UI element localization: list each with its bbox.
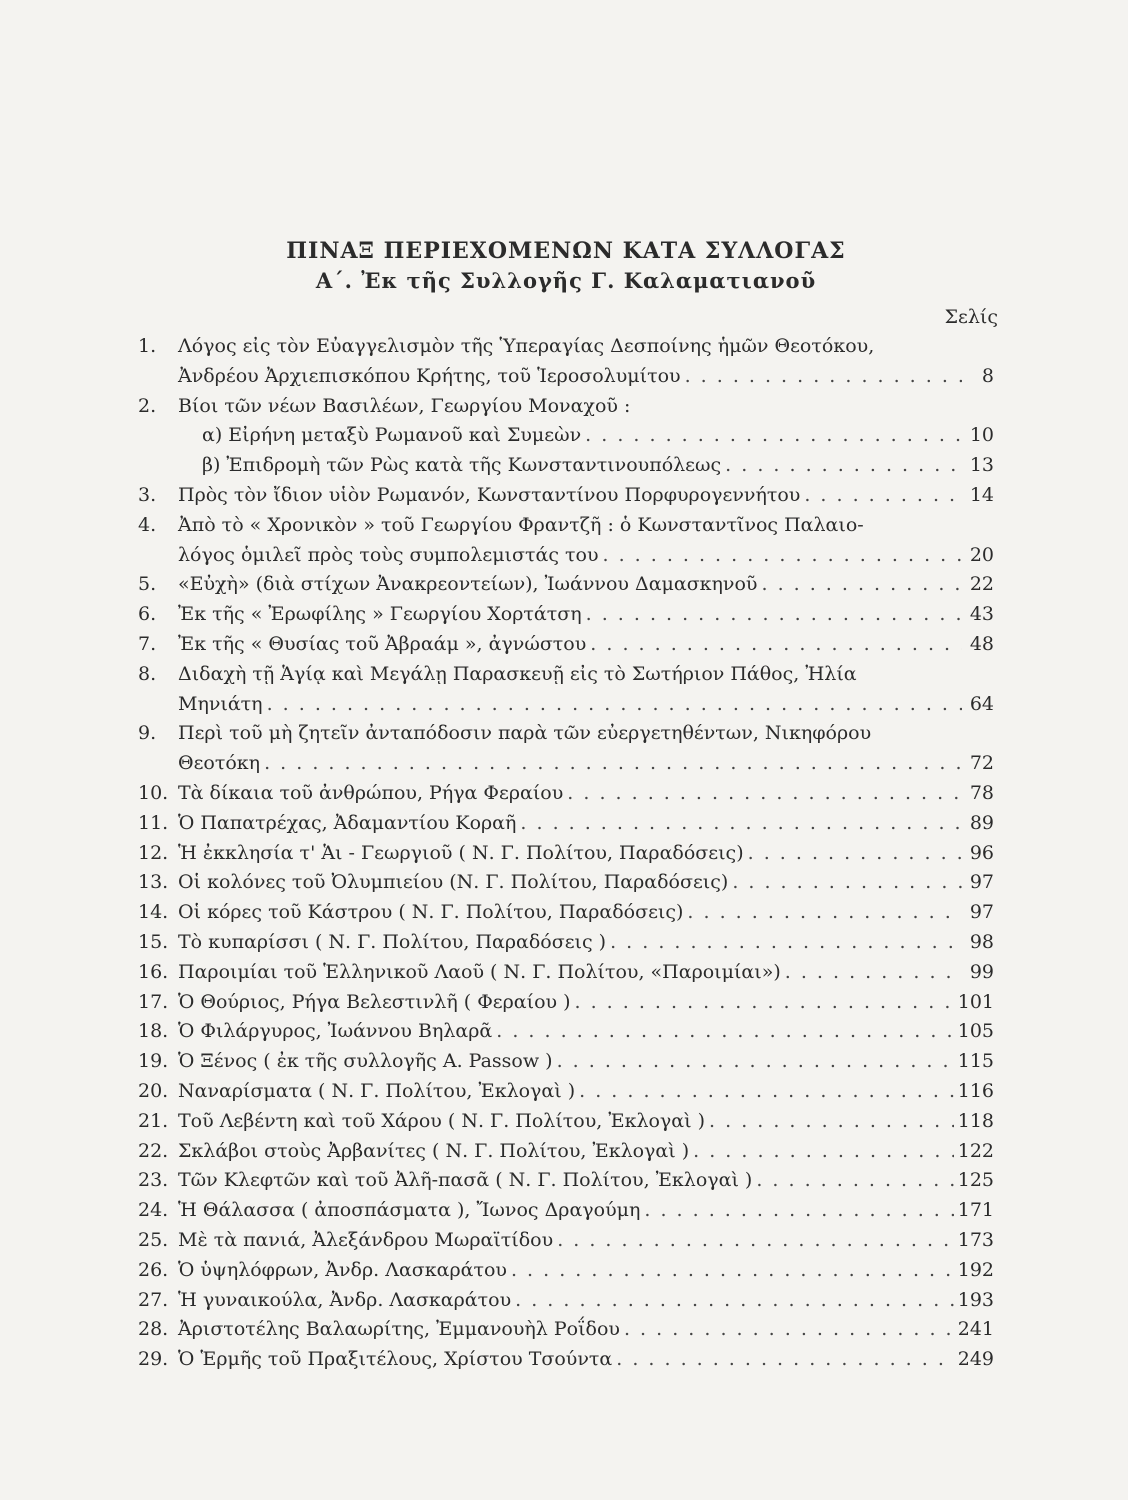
toc-entry-title: Βίοι τῶν νέων Βασιλέων, Γεωργίου Μοναχοῦ :: [178, 394, 631, 417]
toc-entry-title: Ἀπὸ τὸ « Χρονικὸν » τοῦ Γεωργίου Φραντζῆ : ὁ Κωνσταντῖνος Παλαιο-: [178, 513, 864, 536]
toc-line: [138, 1166, 994, 1196]
dot-leader: [685, 362, 962, 392]
toc-entry: [138, 1345, 994, 1375]
toc-entry-title: Οἱ κολόνες τοῦ Ὀλυμπιείου (Ν. Γ. Πολίτου, Παραδόσεις): [178, 871, 729, 894]
toc-entry-title: Ἡ Θάλασσα ( ἀποσπάσματα ), Ἴωνος Δραγούμη: [178, 1199, 641, 1222]
dot-leader: [511, 1256, 954, 1286]
dot-leader: [616, 1345, 953, 1375]
toc-subentry-title: β) Ἐπιδρομὴ τῶν Ρὼς κατὰ τῆς Κωνσταντινουπόλεως: [202, 454, 722, 477]
dot-leader: [603, 541, 963, 571]
toc-entry: [138, 1166, 994, 1196]
toc-line: [138, 779, 994, 809]
page-number: 173: [957, 1228, 994, 1251]
toc-entry-title: Ἡ γυναικούλα, Ἀνδρ. Λασκαράτου: [178, 1288, 512, 1311]
entry-number: 26.: [138, 1258, 169, 1281]
toc-line: [138, 1017, 994, 1047]
toc-line: [138, 1345, 994, 1375]
toc-entry-title: Ὁ ὑψηλόφρων, Ἀνδρ. Λασκαράτου: [178, 1258, 507, 1281]
page-number: 115: [957, 1050, 994, 1073]
toc-entry-title-cont: λόγος ὁμιλεῖ πρὸς τοὺς συμπολεμιστάς του: [178, 543, 599, 566]
entry-number: 23.: [138, 1169, 169, 1192]
toc-line: [138, 600, 994, 630]
toc-entry: [138, 1256, 994, 1286]
page-column-label: Σελίς: [944, 306, 998, 328]
toc-line: [138, 1256, 994, 1286]
dot-leader: [557, 1047, 954, 1077]
toc-subentry-title: α) Εἰρήνη μεταξὺ Ρωμανοῦ καὶ Συμεὼν: [202, 424, 582, 447]
bleed-through-text: [128, 108, 958, 218]
entry-number: 3.: [138, 483, 157, 506]
toc-entry: [138, 1017, 994, 1047]
page-number: 20: [969, 543, 994, 566]
page-number: 14: [969, 483, 994, 506]
toc-entry-title: Ὁ Θούριος, Ρήγα Βελεστινλῆ ( Φεραίου ): [178, 990, 571, 1013]
toc-line: [138, 660, 994, 690]
toc-entry-title: Ἀριστοτέλης Βαλαωρίτης, Ἐμμανουὴλ Ροΐδου: [178, 1318, 620, 1341]
toc-entry: [138, 1137, 994, 1167]
toc-entry-title: Ὁ Παπατρέχας, Ἀδαμαντίου Κοραῆ: [178, 811, 517, 834]
page-number: 98: [969, 930, 994, 953]
page-number: 116: [957, 1079, 994, 1102]
toc-entry-title: Τῶν Κλεφτῶν καὶ τοῦ Ἀλῆ-πασᾶ ( Ν. Γ. Πολίτου, Ἐκλογαὶ ): [178, 1169, 753, 1192]
toc-line: [138, 690, 994, 720]
entry-number: 24.: [138, 1199, 169, 1222]
toc-line: [138, 1077, 994, 1107]
toc-line: [138, 928, 994, 958]
dot-leader: [748, 839, 962, 869]
toc-line: [138, 1286, 994, 1316]
toc-line: [138, 362, 994, 392]
entry-number: 14.: [138, 901, 169, 924]
toc-entry-title: Τοῦ Λεβέντη καὶ τοῦ Χάρου ( Ν. Γ. Πολίτου, Ἐκλογαὶ ): [178, 1109, 706, 1132]
dot-leader: [267, 690, 962, 720]
toc-line: [138, 451, 994, 481]
dot-leader: [496, 1017, 953, 1047]
toc-entry: [138, 332, 994, 392]
toc-entry: [138, 1047, 994, 1077]
dot-leader: [756, 1166, 953, 1196]
entry-number: 9.: [138, 722, 157, 745]
toc-entry: [138, 392, 994, 422]
entry-number: 11.: [138, 811, 169, 834]
toc-entry-title: Ὁ Ἑρμῆς τοῦ Πραξιτέλους, Χρίστου Τσούντα: [178, 1348, 613, 1371]
page-number: 43: [969, 603, 994, 626]
entry-number: 25.: [138, 1228, 169, 1251]
page-number: 64: [969, 692, 994, 715]
toc-entry-title: Ὁ Φιλάργυρος, Ἰωάννου Βηλαρᾶ: [178, 1020, 493, 1043]
page-number: 249: [957, 1348, 994, 1371]
page-title: ΠΙΝΑΞ ΠΕΡΙΕΧΟΜΕΝΩΝ ΚΑΤΑ ΣΥΛΛΟΓΑΣ: [286, 238, 846, 264]
toc-entry-title: Μὲ τὰ πανιά, Ἀλεξάνδρου Μωραϊτίδου: [178, 1228, 554, 1251]
entry-number: 29.: [138, 1348, 169, 1371]
dot-leader: [515, 1286, 954, 1316]
toc-entry-title: Περὶ τοῦ μὴ ζητεῖν ἀνταπόδοσιν παρὰ τῶν εὐεργετηθέντων, Νικηφόρου: [178, 722, 872, 745]
page-number: 89: [969, 811, 994, 834]
page-number: 97: [969, 901, 994, 924]
dot-leader: [579, 1077, 954, 1107]
page-number: 101: [957, 990, 994, 1013]
toc-entry-title: Πρὸς τὸν ἴδιον υἱὸν Ρωμανόν, Κωνσταντίνου Πορφυρογεννήτου: [178, 483, 801, 506]
toc-line: [138, 570, 994, 600]
toc-entry: [138, 511, 994, 571]
page-number: 72: [969, 752, 994, 775]
entry-number: 1.: [138, 335, 157, 357]
toc-line: [138, 1137, 994, 1167]
entry-number: 2.: [138, 394, 157, 417]
table-of-contents: [138, 332, 994, 1375]
toc-line: [138, 749, 994, 779]
toc-line: [138, 630, 994, 660]
dot-leader: [804, 481, 962, 511]
dot-leader: [590, 630, 962, 660]
page-number: 122: [957, 1139, 994, 1162]
toc-entry: [138, 839, 994, 869]
entry-number: 16.: [138, 960, 169, 983]
toc-line: [138, 809, 994, 839]
toc-entry-title: Ἐκ τῆς « Ἐρωφίλης » Γεωργίου Χορτάτση: [178, 603, 582, 626]
document-page: [138, 236, 998, 1375]
entry-number: 19.: [138, 1050, 169, 1073]
entry-number: 6.: [138, 603, 157, 626]
toc-entry: [138, 868, 994, 898]
entry-number: 20.: [138, 1079, 169, 1102]
toc-line: [138, 839, 994, 869]
toc-entry: [138, 481, 994, 511]
toc-entry-title: Ὁ Ξένος ( ἐκ τῆς συλλογῆς Α. Passow ): [178, 1050, 553, 1073]
toc-entry-title: Ναναρίσματα ( Ν. Γ. Πολίτου, Ἐκλογαὶ ): [178, 1079, 576, 1102]
dot-leader: [687, 898, 962, 928]
dot-leader: [610, 928, 962, 958]
toc-entry: [138, 928, 994, 958]
page-number: 13: [969, 454, 994, 477]
collection-heading: Α΄. Ἐκ τῆς Συλλογῆς Γ. Καλαματιανοῦ: [315, 268, 817, 293]
toc-entry: [138, 600, 994, 630]
entry-number: 22.: [138, 1139, 169, 1162]
entry-number: 18.: [138, 1020, 169, 1043]
page-number: 241: [957, 1318, 994, 1341]
entry-number: 21.: [138, 1109, 169, 1132]
toc-line: [138, 332, 994, 362]
toc-entry: [138, 1315, 994, 1345]
toc-entry-title: Λόγος εἰς τὸν Εὐαγγελισμὸν τῆς Ὑπεραγίας Δεσποίνης ἡμῶν Θεοτόκου,: [178, 335, 875, 357]
entry-number: 7.: [138, 632, 157, 655]
toc-line: [138, 1047, 994, 1077]
toc-entry: [138, 988, 994, 1018]
page-number: 118: [957, 1109, 994, 1132]
toc-line: [138, 1226, 994, 1256]
toc-entry: [138, 660, 994, 720]
entry-number: 10.: [138, 781, 169, 804]
toc-entry: [138, 1226, 994, 1256]
toc-entry-title: Ἡ ἐκκλησία τ' Ἁι - Γεωργιοῦ ( Ν. Γ. Πολίτου, Παραδόσεις): [178, 841, 744, 864]
toc-entry: [138, 570, 994, 600]
toc-entry-title: Παροιμίαι τοῦ Ἑλληνικοῦ Λαοῦ ( Ν. Γ. Πολίτου, «Παροιμίαι»): [178, 960, 781, 983]
dot-leader: [644, 1196, 953, 1226]
toc-entry-title: Σκλάβοι στοὺς Ἀρβανίτες ( Ν. Γ. Πολίτου, Ἐκλογαὶ ): [178, 1139, 690, 1162]
entry-number: 17.: [138, 990, 169, 1013]
dot-leader: [761, 570, 962, 600]
toc-entry-title-cont: Μηνιάτη: [178, 692, 263, 715]
toc-entry-title: Οἱ κόρες τοῦ Κάστρου ( Ν. Γ. Πολίτου, Παραδόσεις): [178, 901, 684, 924]
dot-leader: [557, 1226, 954, 1256]
page-number: 125: [957, 1169, 994, 1192]
bleed-through-corner: [128, 18, 132, 36]
page-number: 105: [957, 1020, 994, 1043]
dot-leader: [732, 868, 962, 898]
dot-leader: [586, 600, 962, 630]
dot-leader: [264, 749, 962, 779]
entry-number: 13.: [138, 871, 169, 894]
toc-entry-title: Τὰ δίκαια τοῦ ἀνθρώπου, Ρήγα Φεραίου: [178, 781, 564, 804]
page-number: 8: [981, 364, 994, 387]
page-number: 99: [969, 960, 994, 983]
toc-line: [138, 511, 994, 541]
dot-leader: [585, 421, 962, 451]
toc-entry: [138, 1077, 994, 1107]
toc-line: [138, 541, 994, 571]
toc-entry: [138, 1286, 994, 1316]
page-number: 97: [969, 871, 994, 894]
toc-entry-title-cont: Ἀνδρέου Ἀρχιεπισκόπου Κρήτης, τοῦ Ἱεροσολυμίτου: [178, 364, 681, 387]
page-number: 22: [969, 573, 994, 596]
toc-entry: [138, 898, 994, 928]
dot-leader: [520, 809, 962, 839]
toc-line: [138, 1107, 994, 1137]
page-number: 10: [969, 424, 994, 447]
dot-leader: [709, 1107, 954, 1137]
toc-entry: [138, 958, 994, 988]
toc-entry-title: «Εὐχὴ» (διὰ στίχων Ἀνακρεοντείων), Ἰωάννου Δαμασκηνοῦ: [178, 573, 758, 596]
dot-leader: [624, 1315, 954, 1345]
toc-entry-title: Διδαχὴ τῇ Ἁγίᾳ καὶ Μεγάλῃ Παρασκευῇ εἰς τὸ Σωτήριον Πάθος, Ἠλία: [178, 662, 857, 685]
toc-entry: [138, 421, 994, 451]
dot-leader: [567, 779, 962, 809]
dot-leader: [725, 451, 962, 481]
entry-number: 15.: [138, 930, 169, 953]
toc-entry: [138, 719, 994, 779]
toc-line: [138, 958, 994, 988]
toc-entry: [138, 1107, 994, 1137]
toc-line: [138, 1196, 994, 1226]
entry-number: 4.: [138, 513, 157, 536]
dot-leader: [575, 988, 954, 1018]
toc-entry: [138, 451, 994, 481]
toc-line: [138, 898, 994, 928]
toc-line: [138, 868, 994, 898]
toc-entry: [138, 809, 994, 839]
toc-line: [138, 392, 994, 422]
entry-number: 28.: [138, 1318, 169, 1341]
toc-line: [138, 421, 994, 451]
dot-leader: [693, 1137, 954, 1167]
toc-entry: [138, 779, 994, 809]
page-number: 48: [969, 632, 994, 655]
toc-entry: [138, 630, 994, 660]
toc-line: [138, 988, 994, 1018]
toc-line: [138, 719, 994, 749]
page-number: 192: [957, 1258, 994, 1281]
page-number: 193: [957, 1288, 994, 1311]
entry-number: 12.: [138, 841, 169, 864]
page-number: 171: [957, 1199, 994, 1222]
toc-line: [138, 481, 994, 511]
entry-number: 27.: [138, 1288, 169, 1311]
entry-number: 8.: [138, 662, 157, 685]
toc-entry: [138, 1196, 994, 1226]
page-number: 78: [969, 781, 994, 804]
dot-leader: [785, 958, 962, 988]
toc-line: [138, 1315, 994, 1345]
entry-number: 5.: [138, 573, 157, 596]
toc-entry-title: Ἐκ τῆς « Θυσίας τοῦ Ἀβραάμ », ἀγνώστου: [178, 632, 587, 655]
toc-entry-title-cont: Θεοτόκη: [178, 752, 261, 775]
toc-entry-title: Τὸ κυπαρίσσι ( Ν. Γ. Πολίτου, Παραδόσεις ): [178, 930, 607, 953]
page-number: 96: [969, 841, 994, 864]
